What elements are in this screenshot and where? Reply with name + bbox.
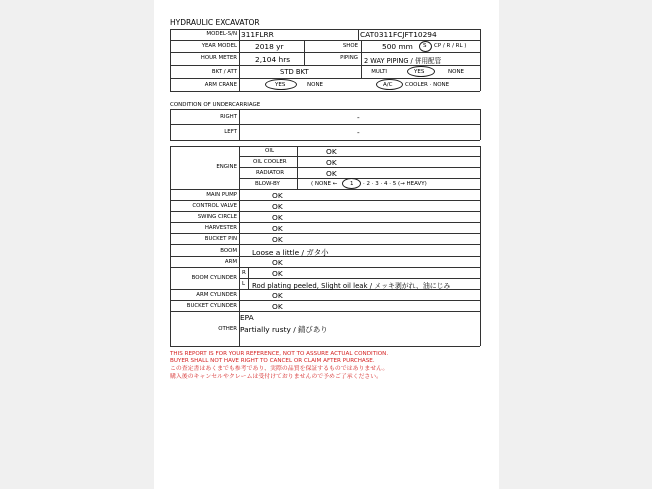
divider xyxy=(239,29,240,91)
oil-label: OIL xyxy=(265,148,275,154)
swing-circle-label: SWING CIRCLE xyxy=(197,214,237,220)
shoe-selected: S xyxy=(423,43,427,49)
multi-label: MULTI xyxy=(371,69,387,75)
hours-value: 2,104 hrs xyxy=(255,55,291,64)
arm-cylinder-label: ARM CYLINDER xyxy=(196,292,237,298)
oil-cooler-value: OK xyxy=(326,158,337,167)
divider xyxy=(170,244,480,245)
year-label: YEAR MODEL xyxy=(201,43,237,49)
serial-value: CAT0311FCJFT10294 xyxy=(360,30,437,39)
divider xyxy=(239,167,480,168)
arm-label: ARM xyxy=(224,259,237,265)
divider xyxy=(480,29,481,91)
divider xyxy=(170,346,480,347)
undercarriage-heading: CONDITION OF UNDERCARRIAGE xyxy=(170,102,261,108)
swing-circle-value: OK xyxy=(272,213,283,222)
other-line-1: EPA xyxy=(240,313,254,322)
engine-label: ENGINE xyxy=(216,164,237,170)
divider xyxy=(170,146,480,147)
divider xyxy=(170,29,171,91)
undercarriage-left-value: - xyxy=(357,128,360,137)
divider xyxy=(170,140,480,141)
boom-value: Loose a little / ガタ小 xyxy=(252,248,329,257)
divider xyxy=(170,311,480,312)
inspection-sheet xyxy=(154,0,499,489)
multi-yes: YES xyxy=(414,69,425,75)
divider xyxy=(170,300,480,301)
crane-yes: YES xyxy=(275,82,286,88)
divider xyxy=(170,267,480,268)
harvester-label: HARVESTER xyxy=(204,225,237,231)
hour-label: HOUR METER xyxy=(200,55,237,61)
boom-cylinder-r-tag: R xyxy=(242,270,246,276)
main-pump-value: OK xyxy=(272,191,283,200)
bucket-cylinder-label: BUCKET CYLINDER xyxy=(186,303,237,309)
harvester-value: OK xyxy=(272,224,283,233)
radiator-value: OK xyxy=(326,169,337,178)
arm-value: OK xyxy=(272,258,283,267)
divider xyxy=(170,222,480,223)
blowby-start: ( NONE ← xyxy=(311,181,338,187)
undercarriage-right-value: - xyxy=(357,113,360,122)
multi-none: NONE xyxy=(448,69,465,75)
boom-cylinder-l-tag: L xyxy=(242,281,246,287)
report-title: HYDRAULIC EXCAVATOR xyxy=(170,18,260,27)
shoe-label: SHOE xyxy=(342,43,358,49)
divider xyxy=(170,91,480,92)
divider xyxy=(170,189,480,190)
boom-cylinder-l-value: Rod plating peeled, Slight oil leak / メッキ剥がれ、油にじみ xyxy=(252,282,451,290)
crane-none: NONE xyxy=(307,82,324,88)
boom-cylinder-r-value: OK xyxy=(272,269,283,278)
arm-cylinder-value: OK xyxy=(272,291,283,300)
control-valve-value: OK xyxy=(272,202,283,211)
disclaimer-jp-1: この査定書はあくまでも参考であり、実際の品質を保証するものではありません。 xyxy=(170,366,389,372)
boom-label: BOOM xyxy=(220,248,237,254)
disclaimer-en-2: BUYER SHALL NOT HAVE RIGHT TO CANCEL OR CLAIM AFTER PURCHASE. xyxy=(170,358,375,364)
divider xyxy=(170,200,480,201)
divider xyxy=(170,146,171,346)
blowby-scale: · 2 · 3 · 4 · 5 (→ HEAVY) xyxy=(363,181,427,187)
model-value: 311FLRR xyxy=(241,30,274,39)
divider xyxy=(304,40,305,65)
oil-cooler-label: OIL COOLER xyxy=(253,159,287,165)
divider xyxy=(239,156,480,157)
other-label: OTHER xyxy=(218,326,237,332)
divider xyxy=(170,40,480,41)
boom-cylinder-label: BOOM CYLINDER xyxy=(191,275,237,281)
disclaimer-jp-2: 購入後のキャンセルやクレームは受付けておりませんので予めご了承ください。 xyxy=(170,374,383,380)
bucket-cylinder-value: OK xyxy=(272,302,283,311)
undercarriage-left-label: LEFT xyxy=(224,129,237,135)
blowby-selected: 1 xyxy=(350,181,354,187)
divider xyxy=(239,178,480,179)
ac-options: COOLER · NONE xyxy=(405,82,450,88)
divider xyxy=(239,109,240,140)
main-pump-label: MAIN PUMP xyxy=(206,192,237,198)
model-sn-label: MODEL-S/N xyxy=(206,31,237,37)
bucket-pin-label: BUCKET PIN xyxy=(204,236,237,242)
blowby-label: BLOW-BY xyxy=(255,181,280,187)
divider xyxy=(170,109,480,110)
divider xyxy=(170,233,480,234)
control-valve-label: CONTROL VALVE xyxy=(192,203,237,209)
bucket-pin-value: OK xyxy=(272,235,283,244)
shoe-options: CP / R / RL ) xyxy=(434,43,467,49)
divider xyxy=(170,52,480,53)
divider xyxy=(170,211,480,212)
divider xyxy=(297,146,298,189)
divider xyxy=(361,40,362,78)
divider xyxy=(239,278,480,279)
divider xyxy=(358,29,359,40)
shoe-value: 500 mm xyxy=(382,42,413,51)
divider xyxy=(248,267,249,289)
crane-label: ARM CRANE xyxy=(204,82,237,88)
bkt-label: BKT / ATT xyxy=(211,69,237,75)
divider xyxy=(480,109,481,140)
other-line-2: Partially rusty / 錆びあり xyxy=(240,325,328,334)
ac-label: A/C xyxy=(383,82,393,88)
divider xyxy=(170,109,171,140)
piping-label: PIPING xyxy=(340,55,358,61)
year-value: 2018 yr xyxy=(255,42,284,51)
divider xyxy=(170,124,480,125)
piping-value: 2 WAY PIPING / 併用配管 xyxy=(364,57,442,65)
oil-value: OK xyxy=(326,147,337,156)
undercarriage-right-label: RIGHT xyxy=(220,114,237,120)
disclaimer-en-1: THIS REPORT IS FOR YOUR REFERENCE, NOT TO ASSURE ACTUAL CONDITION. xyxy=(170,351,389,357)
divider xyxy=(480,146,481,346)
radiator-label: RADIATOR xyxy=(256,170,285,176)
bkt-value: STD BKT xyxy=(280,68,309,76)
divider xyxy=(170,65,480,66)
divider xyxy=(170,78,480,79)
